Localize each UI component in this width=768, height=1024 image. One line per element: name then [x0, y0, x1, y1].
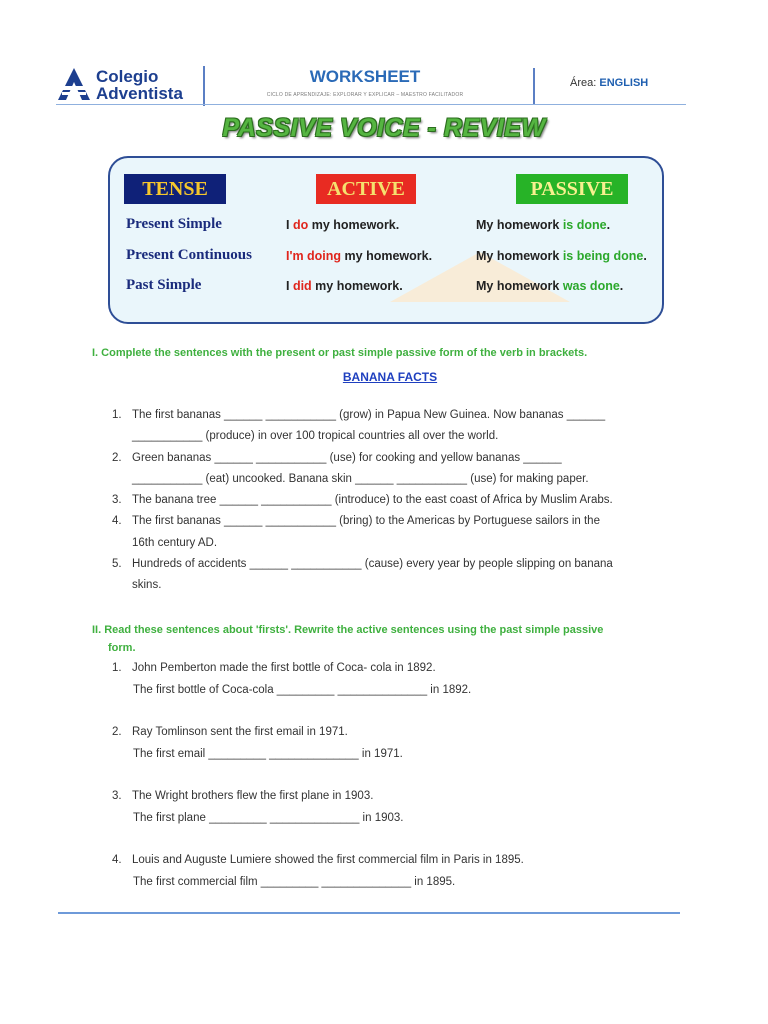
passive-example: My homework is done.: [476, 218, 611, 232]
first-item-active: 4. Louis and Auguste Lumiere showed the first commercial film in Paris in 1895.: [112, 854, 524, 866]
header-tense: TENSE: [124, 174, 226, 204]
logo-a-icon: [56, 66, 92, 102]
first-item-active: 2. Ray Tomlinson sent the first email in 1971.: [112, 726, 348, 738]
first-item-passive: The first commercial film _________ ______________ in 1895.: [133, 876, 456, 888]
header-rule: [56, 104, 686, 105]
tense-name: Present Continuous: [126, 247, 252, 263]
section2-heading-cont: form.: [108, 642, 136, 654]
exercise-line: 2. Green bananas ______ ___________ (use) for cooking and yellow bananas ______: [112, 452, 562, 464]
worksheet-title: WORKSHEET: [309, 67, 421, 86]
header-active: ACTIVE: [316, 174, 416, 204]
first-item-passive: The first email _________ ______________ in 1971.: [133, 748, 403, 760]
footer-rule: [58, 912, 680, 914]
first-item-active: 3. The Wright brothers flew the first plane in 1903.: [112, 790, 374, 802]
area-label-text: Área:: [570, 77, 597, 89]
exercise-line: 16th century AD.: [132, 537, 218, 549]
active-example: I do my homework.: [286, 218, 400, 232]
exercise-line: ___________ (produce) in over 100 tropical countries all over the world.: [132, 430, 499, 442]
section2-heading: II. Read these sentences about 'firsts'. Rewrite the active sentences using the past simple passive: [92, 624, 604, 636]
exercise-line: 4. The first bananas ______ ___________ (bring) to the Americas by Portuguese sailors in the: [112, 515, 600, 527]
first-item-passive: The first plane _________ ______________ in 1903.: [133, 812, 404, 824]
first-item-passive: The first bottle of Coca-cola _________ ______________ in 1892.: [133, 684, 472, 696]
banana-facts-title: BANANA FACTS: [342, 370, 438, 384]
first-item-active: 1. John Pemberton made the first bottle of Coca- cola in 1892.: [112, 662, 436, 674]
header-divider: [203, 66, 205, 106]
logo-text-line1: Colegio: [96, 67, 159, 86]
active-example: I'm doing my homework.: [286, 249, 433, 263]
header-divider: [533, 68, 535, 104]
tense-name: Past Simple: [126, 277, 202, 293]
header-passive: PASSIVE: [516, 174, 628, 204]
area-label: [570, 77, 648, 89]
exercise-line: 5. Hundreds of accidents ______ ___________ (cause) every year by people slipping on banana: [112, 558, 613, 570]
area-value: ENGLISH: [599, 77, 649, 89]
worksheet-subtitle: CICLO DE APRENDIZAJE: EXPLORAR Y EXPLICAR – MAESTRO FACILITADOR: [266, 92, 464, 98]
exercise-line: 1. The first bananas ______ ___________ (grow) in Papua New Guinea. Now bananas ______: [112, 409, 606, 421]
exercise-line: skins.: [132, 579, 162, 591]
school-logo: [56, 66, 206, 106]
tense-reference-table: [108, 156, 664, 324]
section1-heading: I. Complete the sentences with the present or past simple passive form of the verb in brackets.: [92, 347, 588, 359]
exercise-line: ___________ (eat) uncooked. Banana skin ______ ___________ (use) for making paper.: [132, 473, 589, 485]
logo-text-line2: Adventista: [96, 84, 183, 103]
exercise-line: 3. The banana tree ______ ___________ (introduce) to the east coast of Africa by Muslim Arabs.: [112, 494, 613, 506]
passive-example: My homework was done.: [476, 279, 624, 293]
tense-name: Present Simple: [126, 216, 222, 232]
page-title: PASSIVE VOICE - REVIEW: [222, 114, 546, 142]
passive-example: My homework is being done.: [476, 249, 647, 263]
active-example: I did my homework.: [286, 279, 403, 293]
